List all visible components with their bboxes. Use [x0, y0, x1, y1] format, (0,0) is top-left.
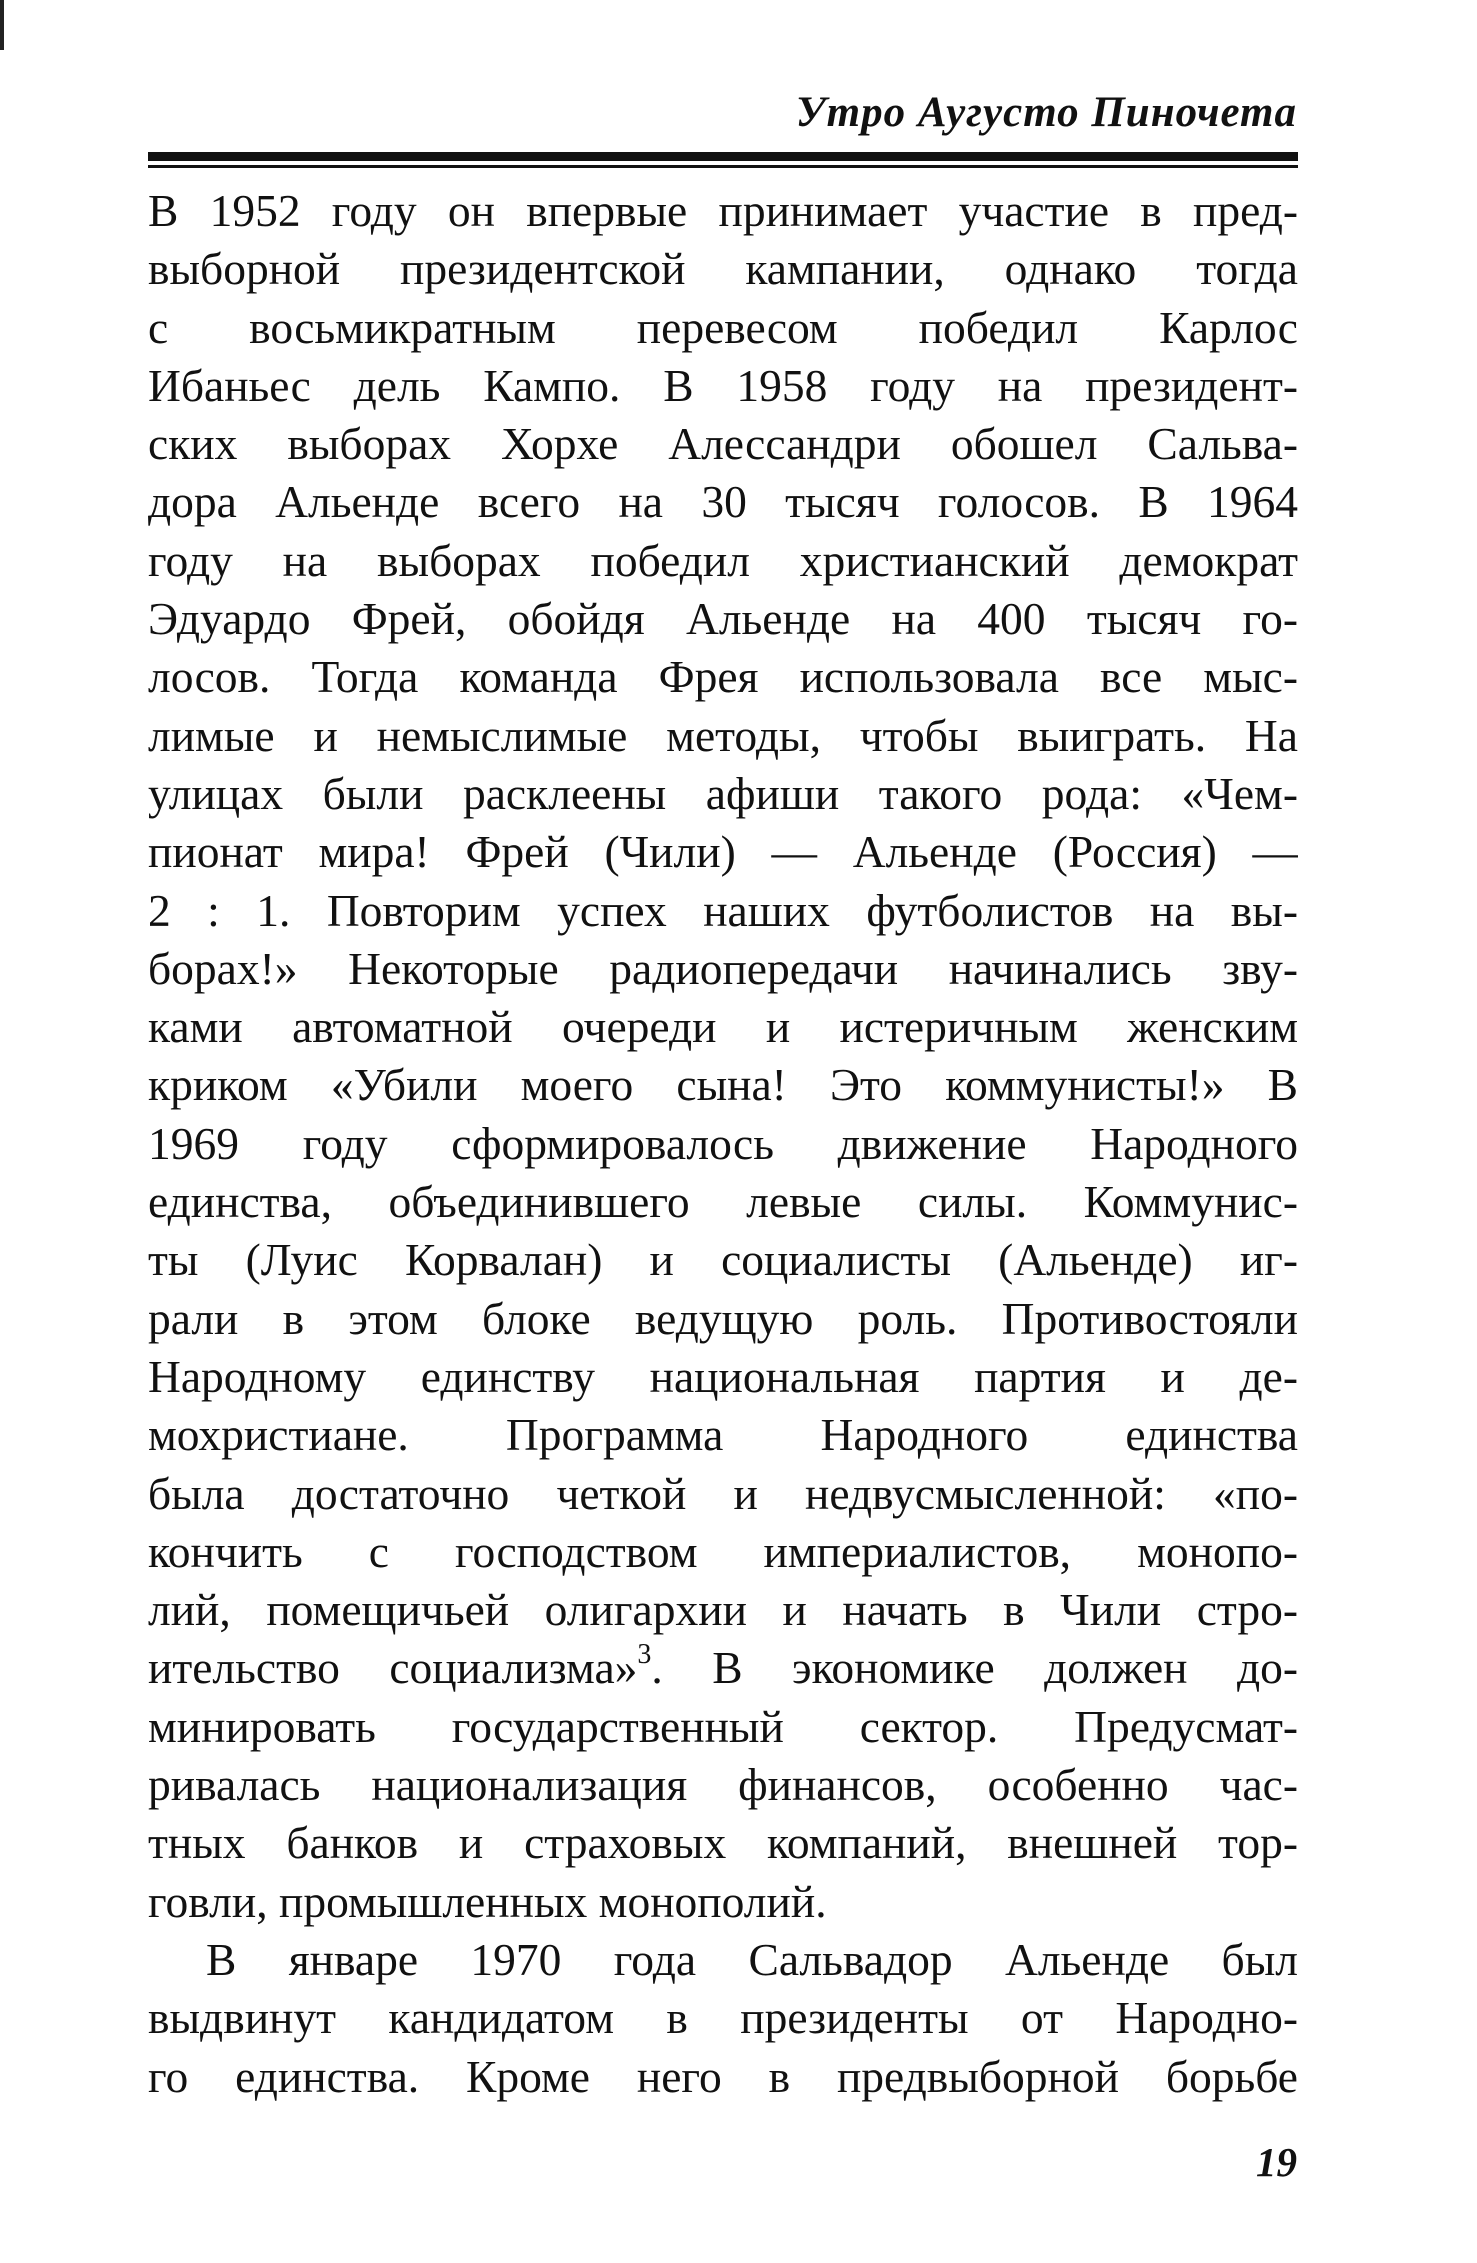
text-line: тных банков и страховых компаний, внешней тор- [148, 1817, 1298, 1869]
text-fragment: . В экономике должен до- [651, 1642, 1298, 1694]
body-text [148, 182, 1298, 2106]
text-line: улицах были расклеены афиши такого рода: «Чем- [148, 767, 1298, 819]
text-line: криком «Убили моего сына! Это коммунисты!» В [148, 1059, 1298, 1111]
text-line: говли, промышленных монополий. [148, 1875, 827, 1927]
text-line: го единства. Кроме него в предвыборной борьбе [148, 2050, 1298, 2102]
text-line: Ибаньес дель Кампо. В 1958 году на президент- [148, 359, 1298, 411]
text-line: лосов. Тогда команда Фрея использовала все мыс- [148, 651, 1298, 703]
text-line: лий, помещичьей олигархии и начать в Чили стро- [148, 1584, 1298, 1636]
text-line: ривалась национализация финансов, особенно час- [148, 1759, 1298, 1811]
text-line: 2 : 1. Повторим успех наших футболистов на вы- [148, 884, 1298, 936]
text-line: В 1952 году он впервые принимает участие в пред- [148, 185, 1298, 236]
text-fragment: ительство социализма» [148, 1642, 638, 1694]
text-line: В январе 1970 года Сальвадор Альенде был [206, 1933, 1298, 1985]
footnote-ref: 3 [637, 1639, 652, 1671]
text-line: была достаточно четкой и недвусмысленной: «по- [148, 1467, 1298, 1519]
text-line: выборной президентской кампании, однако тогда [148, 243, 1298, 295]
text-line: борах!» Некоторые радиопередачи начинались зву- [148, 942, 1298, 994]
text-line: ских выборах Хорхе Алессандри обошел Сальва- [148, 418, 1298, 470]
text-line: ты (Луис Корвалан) и социалисты (Альенде) иг- [148, 1234, 1298, 1286]
text-line: 1969 году сформировалось движение Народного [148, 1117, 1298, 1169]
text-line: минировать государственный сектор. Предусмат- [148, 1700, 1298, 1752]
page-number: 19 [1256, 2139, 1297, 2185]
text-line: Эдуардо Фрей, обойдя Альенде на 400 тысяч го- [148, 593, 1298, 645]
text-line: с восьмикратным перевесом победил Карлос [148, 301, 1298, 353]
text-line: Народному единству национальная партия и де- [148, 1350, 1298, 1402]
running-head: Утро Аугусто Пиночета [795, 89, 1297, 136]
header-rule-thick [148, 152, 1298, 161]
text-line: дора Альенде всего на 30 тысяч голосов. В 1964 [148, 476, 1298, 528]
text-line: кончить с господством империалистов, монопо- [148, 1525, 1298, 1577]
header-rule-thin [148, 165, 1298, 168]
text-line: рали в этом блоке ведущую роль. Противостояли [148, 1292, 1298, 1344]
text-line: лимые и немыслимые методы, чтобы выиграть. На [148, 709, 1298, 761]
text-line: пионат мира! Фрей (Чили) — Альенде (Россия) — [148, 826, 1298, 878]
text-line: мохристиане. Программа Народного единства [148, 1409, 1298, 1461]
text-line: единства, объединившего левые силы. Коммунис- [148, 1176, 1298, 1228]
scan-edge-mark [0, 0, 4, 50]
text-line-with-footnote [148, 1639, 1298, 1697]
text-line: году на выборах победил христианский демократ [148, 534, 1298, 586]
text-line: выдвинут кандидатом в президенты от Народно- [148, 1992, 1298, 2044]
text-line: ками автоматной очереди и истеричным женским [148, 1001, 1298, 1053]
